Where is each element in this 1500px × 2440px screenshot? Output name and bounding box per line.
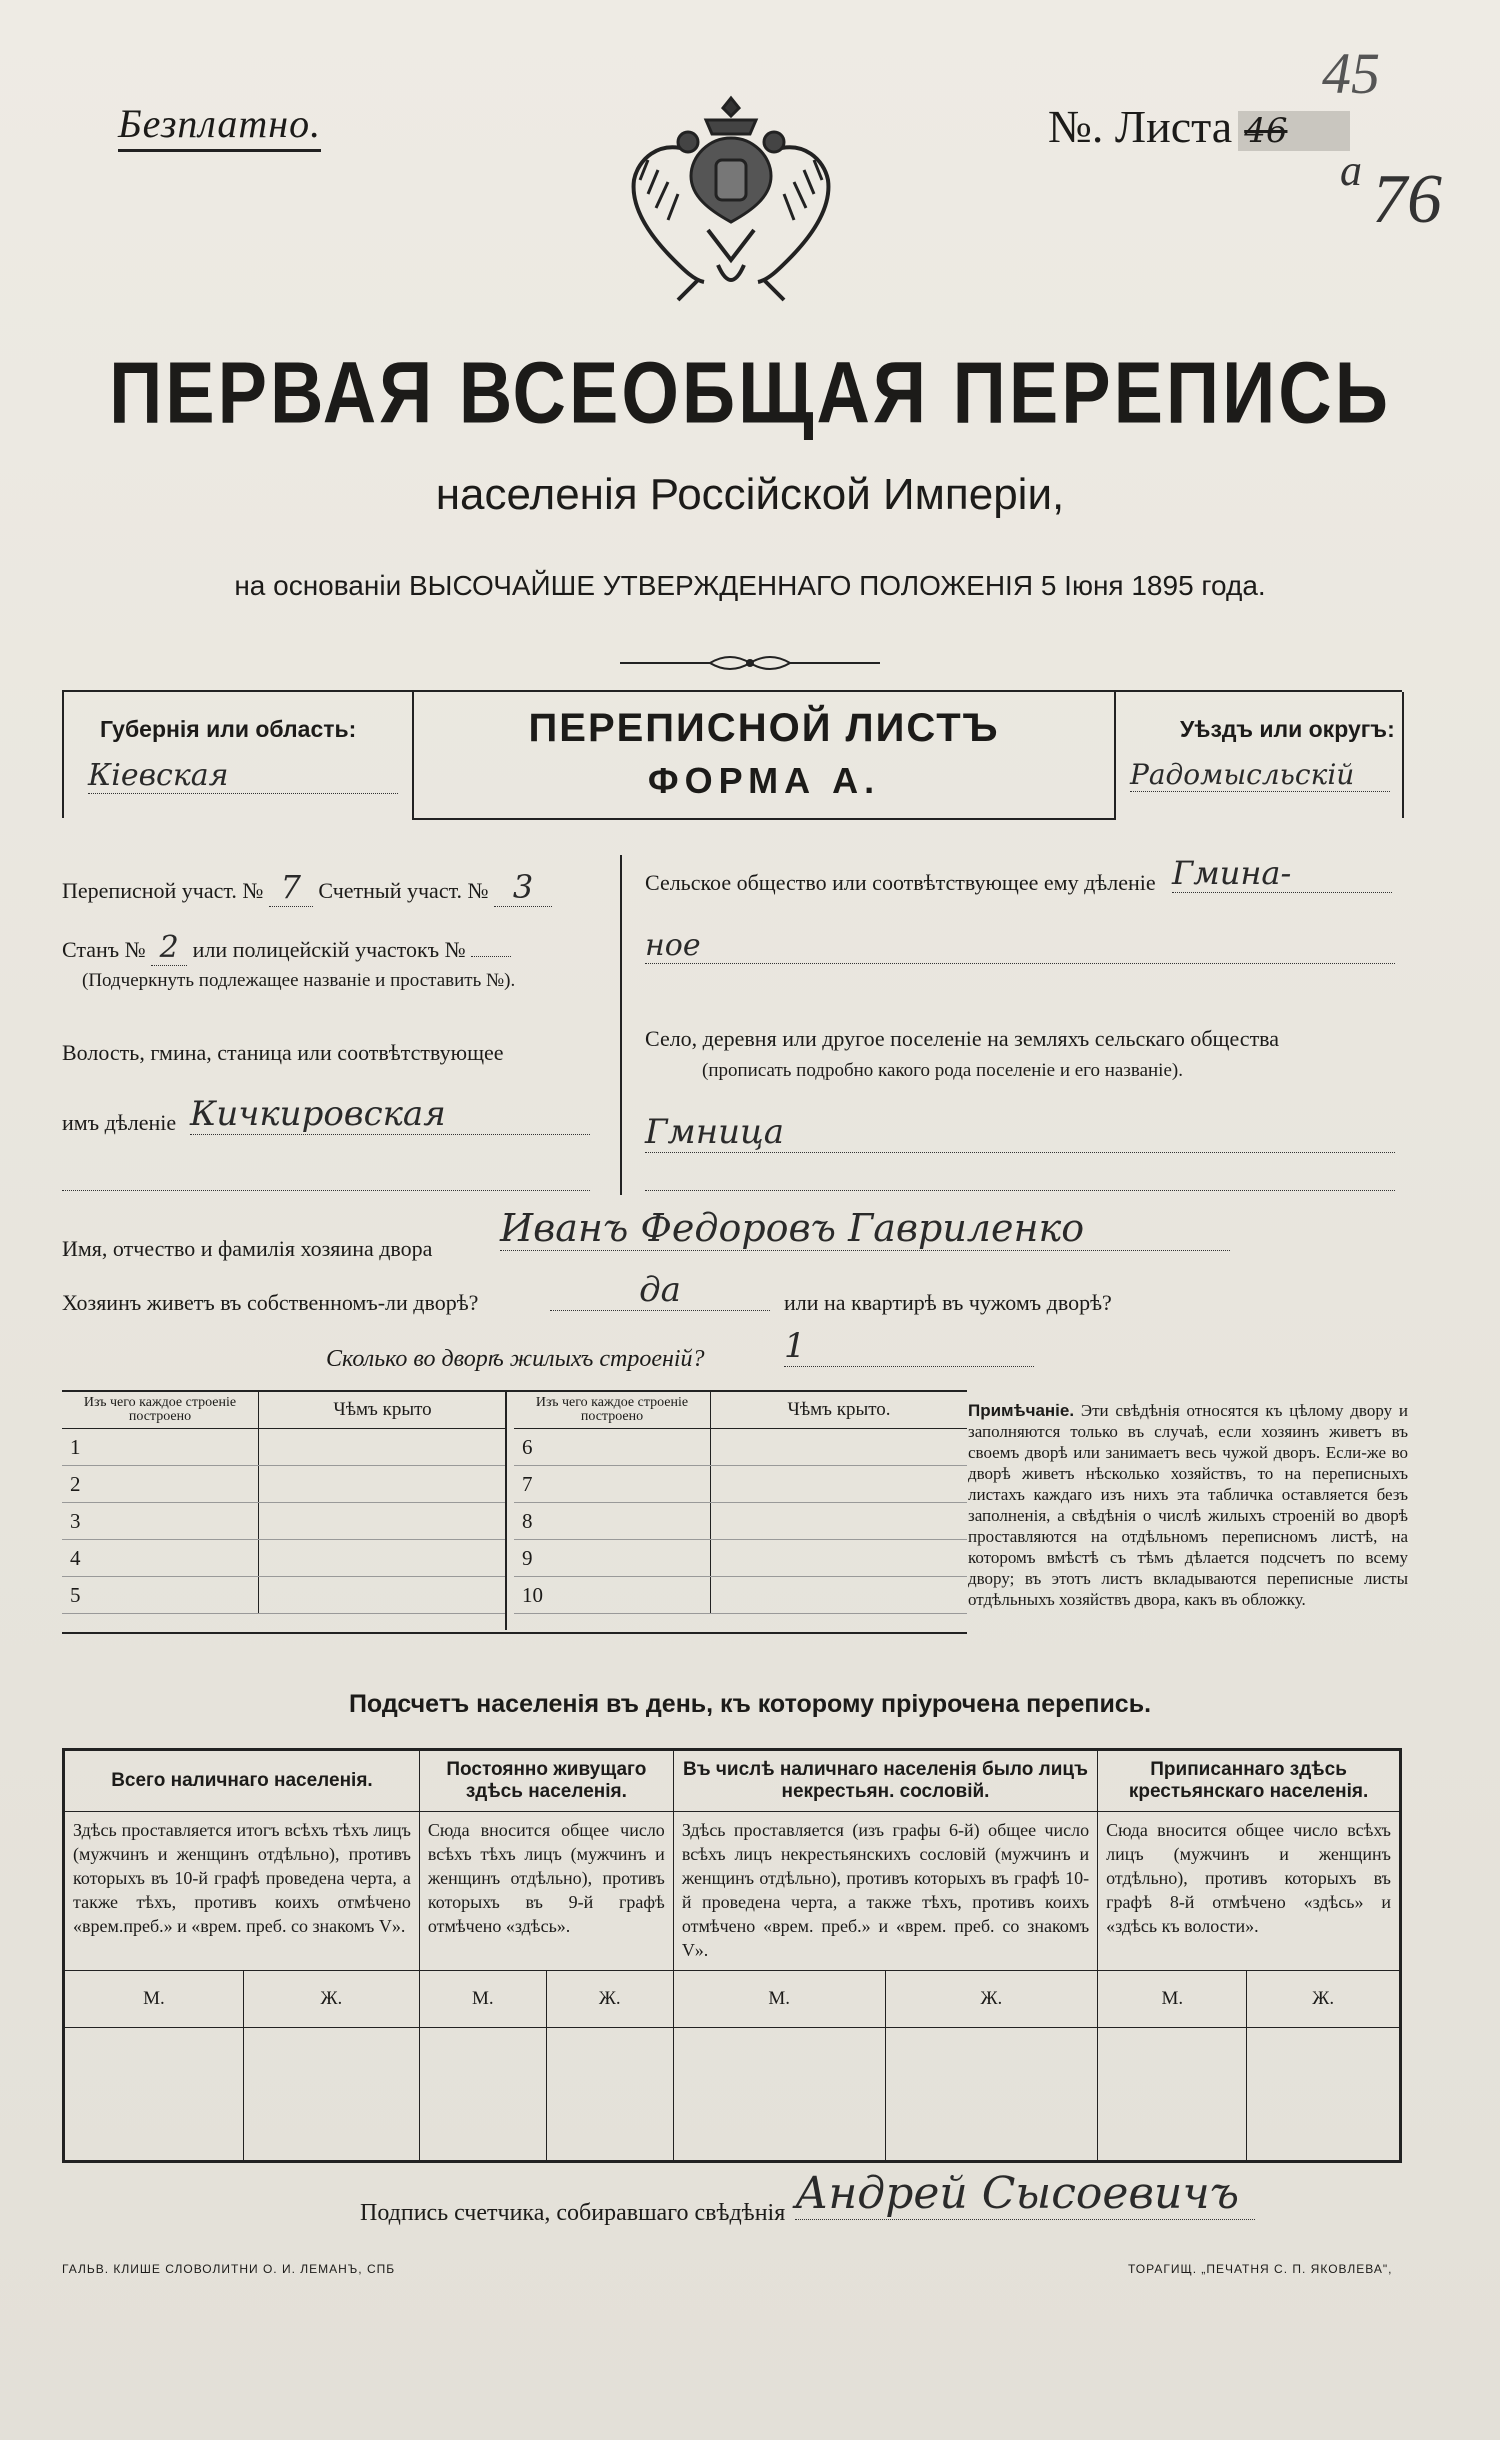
row-number: 9 [514,1540,711,1577]
own-yard-value: да [550,1270,770,1311]
sheet-number [1048,100,1350,153]
male-label: М. [419,1971,546,2028]
legal-basis: на основаніи ВЫСОЧАЙШЕ УТВЕРЖДЕННАГО ПОЛОЖЕНІЯ 5 Іюня 1895 года. [234,570,1266,601]
buildings-table-divider [505,1390,507,1630]
note [968,1400,1408,1610]
pop-desc-total: Здѣсь проставляется итогъ всѣхъ тѣхъ лицъ (мужчинъ и женщинъ отдѣльно), противъ которыхъ въ 10-й графѣ проведена черта, а также тѣхъ, противъ коихъ отмѣчено «врем.преб.» и «врем. преб. со знакомъ V». [64,1812,420,1971]
count-plot-label: Счетный участ. № [318,878,489,903]
row-number: 10 [514,1577,711,1614]
table-row [514,1540,967,1577]
table-row [514,1577,967,1614]
province-value: Кіевская [88,758,398,794]
value-cell [546,2028,673,2162]
female-label: Ж. [243,1971,419,2028]
buildings-table-left [62,1392,507,1614]
row-number: 1 [62,1429,259,1466]
volost-value: Кичкировская [190,1094,590,1135]
value-cell [1247,2028,1401,2162]
buildings-table [62,1390,967,1634]
pop-desc-resident: Сюда вносится общее число всѣхъ тѣхъ лицъ (мужчинъ и женщинъ отдѣльно), противъ которыхъ въ 9-й графѣ отмѣчено «здѣсь». [419,1812,673,1971]
pop-desc-non-peasant: Здѣсь проставляется (изъ графы 6-й) общее число всѣхъ лицъ некрестьянскихъ сословій (мужчинъ и женщинъ отдѣльно), противъ которыхъ въ графѣ 10-й проведена черта, а также тѣхъ, противъ коихъ отмѣчено «врем. преб.» и «врем. преб. со знакомъ V». [673,1812,1097,1971]
population-table [62,1748,1402,2163]
value-cell [885,2028,1098,2162]
form-subtitle: ФОРМА А. [647,760,881,801]
police-label: или полицейскій участокъ № [192,937,466,962]
value-cell [419,2028,546,2162]
district-value: Радомысльскій [1130,758,1390,792]
table-row [62,1540,507,1577]
form-title-cell [412,692,1116,820]
roof-cell [711,1540,968,1577]
stan-note: (Подчеркнуть подлежащее названіе и проставить №). [82,970,516,991]
owner-name-label: Имя, отчество и фамилія хозяина двора [62,1236,433,1261]
roof-cell [259,1429,507,1466]
roof-cell [259,1466,507,1503]
male-label: М. [1098,1971,1247,2028]
village-label: Село, деревня или другое поселеніе на земляхъ сельскаго общества [645,1026,1280,1051]
value-cell [64,2028,244,2162]
double-headed-eagle-icon [628,90,834,310]
table-row [514,1466,967,1503]
page-mark-letter: а [1340,146,1362,195]
page-mark-top: 45 [1322,41,1380,106]
female-label: Ж. [1247,1971,1401,2028]
note-text: Эти свѣдѣнія относятся къ цѣлому двору и заполняются только въ случаѣ, если хозяинъ живетъ въ своемъ дворѣ или занимаетъ весь чужой дворъ. Если-же во дворѣ живетъ нѣсколько хозяйствъ, то на переписныхъ листахъ каждаго изъ нихъ эта табличка оставляется безъ заполненія, а свѣдѣнія о числѣ жилыхъ строеній во дворѣ проставляются на отдѣльномъ переписномъ листѣ, на которомъ вмѣстѣ съ тѣмъ дѣлается подсчетъ по всему двору; въ этотъ листъ вкладываются переписные листы отдѣльныхъ хозяйствъ двора, какъ въ обложку. [968,1401,1408,1609]
buildings-value: 1 [784,1326,1034,1367]
free-label: Безплатно. [118,100,321,152]
imprint-right: ТОРАГИЩ. „ПЕЧАТНЯ С. П. ЯКОВЛЕВА", [1128,2262,1393,2276]
police-value-line [471,956,511,957]
page-mark-number: 76 [1372,161,1442,238]
page-title: ПЕРВАЯ ВСЕОБЩАЯ ПЕРЕПИСЬ [109,343,1391,442]
row-number: 6 [514,1429,711,1466]
province-cell [62,692,414,818]
female-label: Ж. [546,1971,673,2028]
row-number: 3 [62,1503,259,1540]
roof-cell [711,1429,968,1466]
table-row [62,1429,507,1466]
roof-cell [259,1540,507,1577]
vertical-divider [620,855,622,1195]
row-number: 7 [514,1466,711,1503]
form-title: ПЕРЕПИСНОЙ ЛИСТЪ [528,706,1000,750]
note-label: Примѣчаніе. [968,1401,1075,1420]
volost-label-1: Волость, гмина, станица или соотвѣтствующее [62,1040,504,1065]
society-value-1: Гмина- [1172,854,1392,893]
value-cell [1098,2028,1247,2162]
stan-label: Станъ № [62,937,146,962]
signature-value: Андрей Сысоевичъ [795,2168,1255,2220]
value-cell [673,2028,885,2162]
col-material-left: Изъ чего каждое строеніе построено [62,1392,259,1429]
stan-value: 2 [151,930,187,966]
rented-label: или на квартирѣ въ чужомъ дворѣ? [784,1290,1112,1315]
count-plot-value: 3 [494,868,552,907]
society-value-2: ное [645,928,1395,964]
population-title: Подсчетъ населенія въ день, къ которому пріурочена перепись. [348,1690,1152,1718]
volost-label-2: имъ дѣленіе [62,1110,177,1135]
census-plot-value: 7 [269,868,313,907]
volost-extra-line [62,1190,590,1191]
district-label: Уѣздъ или округъ: [1180,716,1395,742]
province-label: Губернія или область: [100,716,357,742]
sheet-number-value: 46 [1238,111,1350,151]
pop-desc-peasant: Сюда вносится общее число всѣхъ лицъ (мужчинъ и женщинъ отдѣльно), противъ которыхъ въ графѣ 8-й отмѣчено «здѣсь» и «здѣсь къ волости». [1098,1812,1401,1971]
row-number: 2 [62,1466,259,1503]
table-row [62,1503,507,1540]
census-plot-label: Переписной участ. № [62,878,264,903]
own-yard-label: Хозяинъ живетъ въ собственномъ-ли дворѣ? [62,1290,479,1315]
roof-cell [711,1577,968,1614]
pop-header-resident: Постоянно живущаго здѣсь населенія. [419,1750,673,1812]
pop-header-non-peasant: Въ числѣ наличнаго населенія было лицъ некрестьян. сословій. [673,1750,1097,1812]
male-label: М. [673,1971,885,2028]
buildings-label: Сколько во дворѣ жилыхъ строеній? [326,1346,705,1372]
imprint-left: ГАЛЬВ. КЛИШЕ СЛОВОЛИТНИ О. И. ЛЕМАНЪ, СПБ [62,2262,396,2276]
district-cell [1114,692,1404,818]
table-row [62,1577,507,1614]
male-label: М. [64,1971,244,2028]
buildings-table-right [514,1392,967,1614]
village-note: (прописать подробно какого рода поселеніе и его названіе). [702,1060,1183,1081]
stan-field [62,930,511,966]
owner-name-value: Иванъ Федоровъ Гавриленко [500,1206,1230,1251]
table-row [514,1429,967,1466]
roof-cell [259,1577,507,1614]
row-number: 4 [62,1540,259,1577]
ornament-divider-icon [620,650,880,676]
table-row [514,1503,967,1540]
signature-label: Подпись счетчика, собиравшаго свѣдѣнія [360,2200,786,2226]
roof-cell [711,1503,968,1540]
pop-header-peasant: Приписаннаго здѣсь крестьянскаго населенія. [1098,1750,1401,1812]
col-material-right: Изъ чего каждое строеніе построено [514,1392,711,1429]
female-label: Ж. [885,1971,1098,2028]
village-extra-line [645,1190,1395,1191]
roof-cell [259,1503,507,1540]
table-row [62,1466,507,1503]
row-number: 8 [514,1503,711,1540]
sheet-number-label: №. Листа [1048,101,1233,152]
village-value: Гмница [645,1112,1395,1153]
census-plot-field [62,868,552,907]
value-cell [243,2028,419,2162]
pop-header-total: Всего наличнаго населенія. [64,1750,420,1812]
row-number: 5 [62,1577,259,1614]
roof-cell [711,1466,968,1503]
page-subtitle: населенія Россійской Имперіи, [435,470,1065,519]
society-label: Сельское общество или соотвѣтствующее ему дѣленіе [645,870,1156,895]
col-roof-right: Чѣмъ крыто. [711,1392,968,1429]
col-roof-left: Чѣмъ крыто [259,1392,507,1429]
form-header-box [62,690,1402,820]
